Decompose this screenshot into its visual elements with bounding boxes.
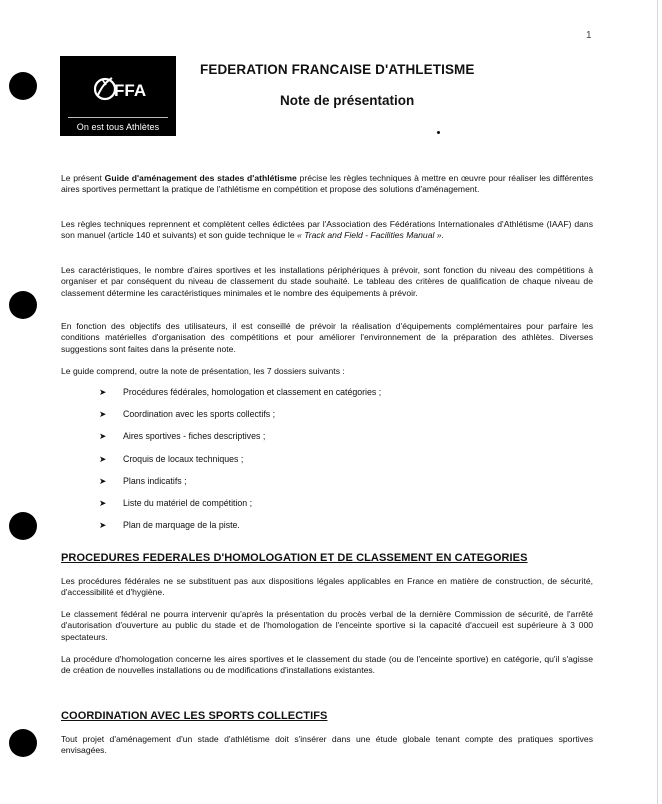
arrow-bullet-icon: ➤	[99, 387, 107, 397]
section1-paragraph-3: La procédure d'homologation concerne les aires sportives et le classement du stade (ou de l'enceinte sportive) en catégorie, qu'il s'agisse de création de nouvelles installations ou de modifications d'installations existantes.	[61, 654, 593, 676]
section1-paragraph-1: Les procédures fédérales ne se substituent pas aux dispositions légales applicables en France en matière de construction, de sécurité, d'accessibilité et d'hygiène.	[61, 576, 593, 598]
iaaf-manual-title: « Track and Field - Facilities Manual ».	[297, 230, 444, 241]
stray-dot	[437, 131, 440, 134]
list-item: ➤ Liste du matériel de compétition ;	[99, 498, 253, 508]
section2-paragraph-1: Tout projet d'aménagement d'un stade d'athlétisme doit s'insérer dans une étude globale tenant compte des pratiques sportives envisagées.	[61, 734, 593, 756]
list-item: ➤ Croquis de locaux techniques ;	[99, 454, 244, 464]
organization-title: FEDERATION FRANCAISE D'ATHLETISME	[200, 62, 475, 77]
document-title: Note de présentation	[280, 93, 415, 108]
arrow-bullet-icon: ➤	[99, 431, 107, 441]
logo-name: FFA	[114, 81, 147, 100]
intro-paragraph-4: En fonction des objectifs des utilisateurs, il est conseillé de prévoir la réalisation d'équipements complémentaires pour parfaire les conditions matérielles d'organisation des compétitions et pour améliorer l'environnement de la préparation des athlètes. Diverses suggestions sont faites dans la présente note.	[61, 321, 593, 354]
intro-paragraph-3: Les caractéristiques, le nombre d'aires sportives et les installations périphériques à prévoir, sont fonction du niveau des compétitions à organiser et par conséquent du niveau de classement du stade souhaité. Le tableau des critères de qualification de chaque niveau de classement détermine les caractéristiques minimales et le nombre des équipements à prévoir.	[61, 265, 593, 298]
section-title-procedures: PROCEDURES FEDERALES D'HOMOLOGATION ET DE CLASSEMENT EN CATEGORIES	[61, 552, 528, 564]
intro-paragraph-5: Le guide comprend, outre la note de présentation, les 7 dossiers suivants :	[61, 366, 345, 376]
section1-paragraph-2: Le classement fédéral ne pourra intervenir qu'après la présentation du procès verbal de la dernière Commission de sécurité, de l'arrêté d'autorisation d'ouverture au public du stade et de l'homologation de l'enceinte sportive si la capacité d'accueil est supérieure à 3 000 spectateurs.	[61, 609, 593, 642]
page-number: 1	[586, 30, 592, 41]
ffa-logo	[60, 56, 176, 136]
guide-title: Guide d'aménagement des stades d'athlétisme	[104, 173, 297, 183]
ffa-runner-icon	[94, 72, 160, 106]
section-title-coordination: COORDINATION AVEC LES SPORTS COLLECTIFS	[61, 710, 328, 722]
binder-hole	[9, 512, 37, 540]
logo-tagline: On est tous Athlètes	[76, 122, 160, 132]
binder-hole	[9, 291, 37, 319]
list-item: ➤ Coordination avec les sports collectifs ;	[99, 409, 276, 419]
list-item: ➤ Plans indicatifs ;	[99, 476, 187, 486]
arrow-bullet-icon: ➤	[99, 476, 107, 486]
intro-paragraph-2: Les règles techniques reprennent et complètent celles édictées par l'Association des Fédérations Internationales d'Athlétisme (IAAF) dans son manuel (article 140 et suivants) et son guide technique le « Track and Field - Facilities Manual ».	[61, 219, 593, 241]
logo-divider	[68, 117, 168, 118]
arrow-bullet-icon: ➤	[99, 454, 107, 464]
arrow-bullet-icon: ➤	[99, 409, 107, 419]
list-item: ➤ Procédures fédérales, homologation et classement en catégories ;	[99, 387, 382, 397]
list-item: ➤ Aires sportives - fiches descriptives ;	[99, 431, 266, 441]
binder-hole	[9, 72, 37, 100]
binder-hole	[9, 729, 37, 757]
page-edge	[657, 0, 658, 804]
intro-paragraph-1: Le présent Guide d'aménagement des stades d'athlétisme précise les règles techniques à mettre en œuvre pour réaliser les différentes aires sportives permettant la pratique de l'athlétisme en compétition et propose des solutions d'aménagement.	[61, 173, 593, 195]
list-item: ➤ Plan de marquage de la piste.	[99, 520, 240, 530]
arrow-bullet-icon: ➤	[99, 520, 107, 530]
arrow-bullet-icon: ➤	[99, 498, 107, 508]
